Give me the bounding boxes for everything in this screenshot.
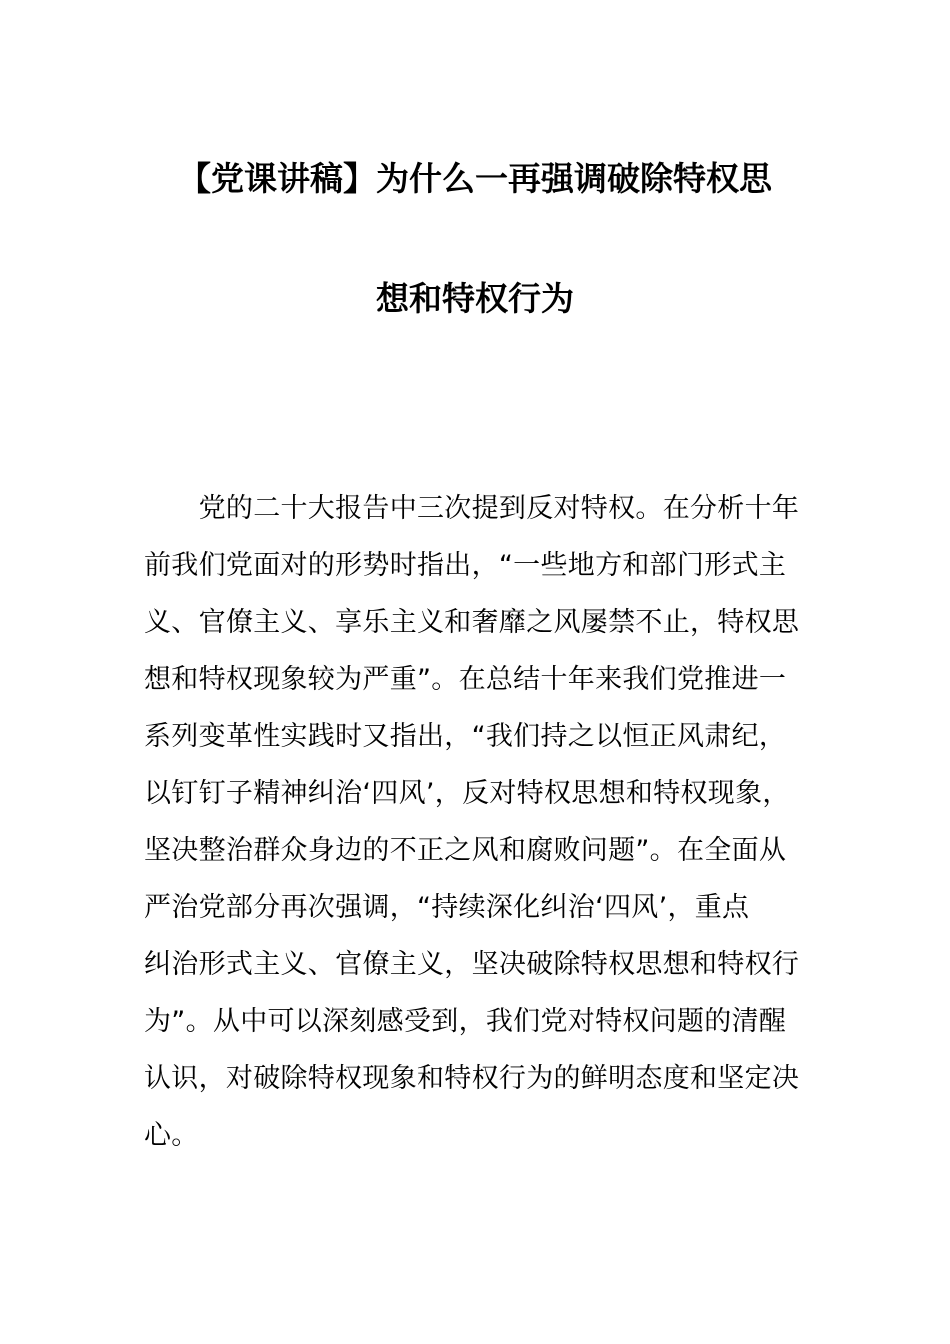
paragraph-line-3: 义、官僚主义、享乐主义和奢靡之风屡禁不止，特权思	[144, 607, 800, 638]
paragraph-line-1: 党的二十大报告中三次提到反对特权。在分析十年	[144, 493, 800, 524]
document-title-line-1: 【党课讲稿】为什么一再强调破除特权思	[178, 159, 772, 198]
paragraph-line-5: 系列变革性实践时又指出，“我们持之以恒正风肃纪，	[144, 721, 787, 752]
paragraph-line-2: 前我们党面对的形势时指出，“一些地方和部门形式主	[144, 550, 787, 581]
paragraph-line-8: 严治党部分再次强调，“持续深化纠治‘四风’，重点	[144, 892, 750, 923]
paragraph-line-12: 心。	[144, 1120, 199, 1151]
paragraph-line-7: 坚决整治群众身边的不正之风和腐败问题”。在全面从	[144, 835, 787, 866]
paragraph-line-10: 为”。从中可以深刻感受到，我们党对特权问题的清醒	[144, 1006, 787, 1037]
paragraph-line-6: 以钉钉子精神纠治‘四风’，反对特权思想和特权现象，	[144, 778, 790, 809]
paragraph-line-4: 想和特权现象较为严重”。在总结十年来我们党推进一	[144, 664, 787, 695]
document-title-line-2: 想和特权行为	[376, 279, 574, 318]
paragraph-line-11: 认识，对破除特权现象和特权行为的鲜明态度和坚定决	[144, 1063, 800, 1094]
paragraph-line-9: 纠治形式主义、官僚主义，坚决破除特权思想和特权行	[144, 949, 800, 980]
